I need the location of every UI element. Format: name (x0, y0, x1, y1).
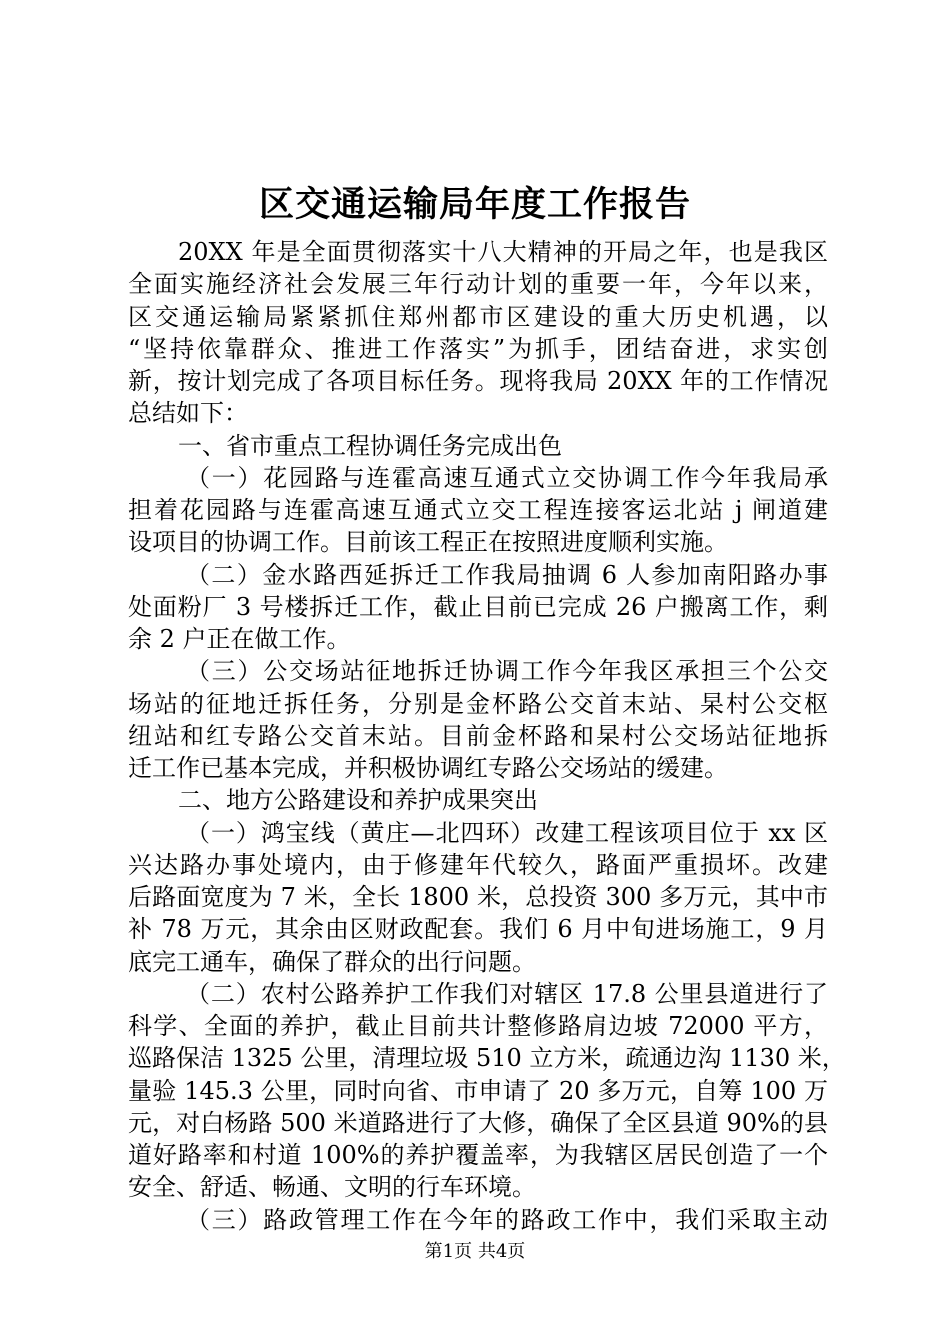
text-line: 余 2 户正在做工作。 (128, 625, 351, 653)
text-line: 道好路率和村道 100%的养护覆盖率，为我辖区居民创造了一个 (128, 1141, 828, 1169)
text-line: 巡路保洁 1325 公里，清理垃圾 510 立方米，疏通边沟 1130 米， (128, 1044, 846, 1073)
text-line: 总结如下： (128, 399, 248, 428)
text-line: （三）公交场站征地拆迁协调工作今年我区承担三个公交 (186, 657, 828, 686)
document-title: 区交通运输局年度工作报告 (258, 184, 691, 225)
text-line: （一）花园路与连霍高速互通式立交协调工作今年我局承 (186, 463, 828, 492)
text-line: 安全、舒适、畅通、文明的行车环境。 (128, 1173, 536, 1202)
text-line: 后路面宽度为 7 米，全长 1800 米，总投资 300 多万元，其中市 (128, 883, 828, 911)
text-line: 全面实施经济社会发展三年行动计划的重要一年，今年以来， (128, 270, 828, 299)
text-line: （二）农村公路养护工作我们对辖区 17.8 公里县道进行了 (186, 979, 828, 1008)
text-line: “坚持依靠群众、推进工作落实”为抓手，团结奋进，求实创 (128, 334, 828, 363)
text-line: 20XX 年是全面贯彻落实十八大精神的开局之年，也是我区 (178, 238, 828, 266)
text-line: （二）金水路西延拆迁工作我局抽调 6 人参加南阳路办事 (186, 560, 828, 589)
text-line: 场站的征地迁拆任务，分别是金杯路公交首末站、杲村公交枢 (128, 689, 828, 718)
text-line: 迁工作已基本完成，并积极协调红专路公交场站的缓建。 (128, 754, 728, 782)
text-line: （三）路政管理工作在今年的路政工作中，我们采取主动 (186, 1205, 828, 1234)
text-line: 底完工通车，确保了群众的出行问题。 (128, 947, 536, 976)
text-line: 纽站和红专路公交首末站。目前金杯路和杲村公交场站征地拆 (128, 721, 828, 750)
text-line: 补 78 万元，其余由区财政配套。我们 6 月中旬进场施工，9 月 (128, 915, 828, 944)
text-line: 科学、全面的养护，截止目前共计整修路肩边坡 72000 平方， (128, 1012, 828, 1040)
text-line: 设项目的协调工作。目前该工程正在按照进度顺利实施。 (128, 528, 728, 557)
section-heading: 一、省市重点工程协调任务完成出色 (178, 431, 562, 460)
text-line: 处面粉厂 3 号楼拆迁工作，截止目前已完成 26 户搬离工作，剩 (128, 592, 828, 621)
text-line: 量验 145.3 公里，同时向省、市申请了 20 多万元，自筹 100 万 (128, 1076, 828, 1105)
text-line: （一）鸿宝线（黄庄—北四环）改建工程该项目位于 xx 区 (186, 818, 828, 847)
text-line: 担着花园路与连霍高速互通式立交工程连接客运北站 j 闸道建 (128, 496, 828, 524)
text-line: 区交通运输局紧紧抓住郑州都市区建设的重大历史机遇，以 (128, 302, 828, 331)
page-footer: 第1页 共4页 (424, 1241, 526, 1262)
section-heading: 二、地方公路建设和养护成果突出 (178, 786, 538, 815)
document-body (128, 236, 846, 1236)
text-line: 元，对白杨路 500 米道路进行了大修，确保了全区县道 90%的县 (128, 1108, 828, 1137)
text-line: 新，按计划完成了各项目标任务。现将我局 20XX 年的工作情况 (128, 367, 828, 395)
text-line: 兴达路办事处境内，由于修建年代较久，路面严重损坏。改建 (128, 850, 828, 879)
